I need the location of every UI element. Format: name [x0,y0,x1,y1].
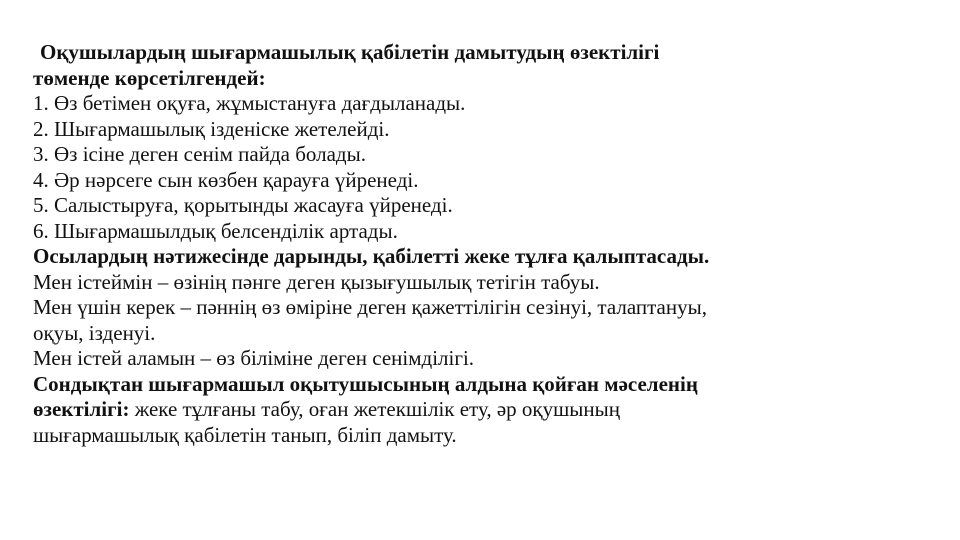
list-item: 6. Шығармашылдық белсенділік артады. [33,218,398,243]
list-item: 5. Салыстыруға, қорытынды жасауға үйренеді. [33,193,453,217]
conclusion-line-3: шығармашылық қабілетін танып, біліп дамыту. [33,422,457,447]
statement-i-need-line-1: Мен үшін керек – пәннің өз өміріне деген қажеттілігін сезінуі, талаптануы, [33,295,707,319]
heading-line-1: Оқушылардың шығармашылық қабілетін дамытудың өзектілігі [40,40,660,64]
list-item: 1. Өз бетімен оқуға, жұмыстануға дағдыланады. [33,91,466,115]
statement-i-can: Мен істей аламын – өз біліміне деген сенімділігі. [33,346,475,370]
heading-line-2: төменде көрсетілгендей: [33,65,266,90]
list-item: 2. Шығармашылық ізденіске жетелейді. [33,116,390,141]
list-item: 4. Әр нәрсеге сын көзбен қарауға үйренеді. [33,167,419,192]
list-item: 3. Өз ісіне деген сенім пайда болады. [33,142,366,166]
slide-text-body [33,40,923,448]
statement-i-need-line-2: оқуы, ізденуі. [33,320,156,345]
conclusion-line-1: Сондықтан шығармашыл оқытушысының алдына қойған мәселенің [33,371,698,396]
conclusion-line-2-rest: жеке тұлғаны табу, оған жетекшілік ету, әр оқушының [129,397,620,421]
statement-i-do: Мен істеймін – өзінің пәнге деген қызығушылық тетігін табуы. [33,269,600,294]
conclusion-line-2 [33,397,923,423]
conclusion-keyword: өзектілігі: [33,397,130,421]
result-statement: Осылардың нәтижесінде дарынды, қабілетті жеке тұлға қалыптасады. [33,244,710,268]
